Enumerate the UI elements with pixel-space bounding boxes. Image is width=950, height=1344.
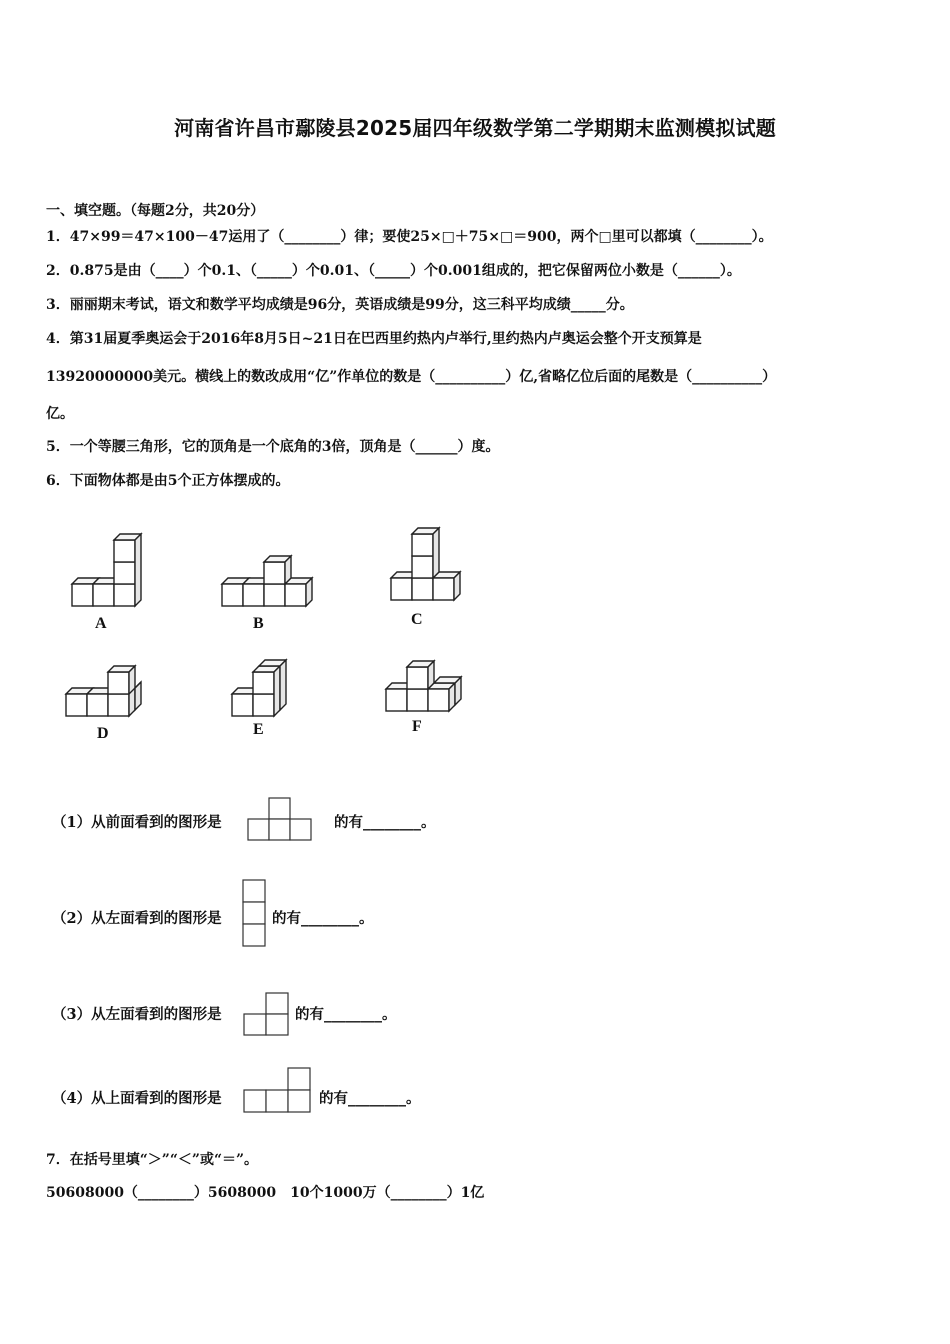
question-4-line-1: 4．第31届夏季奥运会于2016年8月5日~21日在巴西里约热内卢举行,里约热内卢奥运会整个开支预算是: [46, 331, 702, 347]
left-view-l-shape-icon: [244, 992, 292, 1038]
sub-question-2-answer: 的有________。: [272, 910, 374, 927]
question-3: 3．丽丽期末考试，语文和数学平均成绩是96分，英语成绩是99分，这三科平均成绩_____分。: [46, 297, 634, 313]
figure-d-label: D: [97, 725, 109, 742]
figure-e-cubes: [228, 656, 308, 720]
front-view-shape-icon: [248, 796, 318, 842]
sub-question-4-prefix: （4）从上面看到的图形是: [52, 1090, 222, 1107]
top-view-shape-icon: [244, 1067, 316, 1115]
section-heading: 一、填空题。（每题2分，共20分）: [46, 203, 265, 219]
question-6: 6．下面物体都是由5个正方体摆成的。: [46, 473, 290, 489]
figure-b-cubes: [216, 552, 326, 612]
page-title: 河南省许昌市鄢陵县2025届四年级数学第二学期期末监测模拟试题: [174, 116, 776, 140]
sub-question-1-answer: 的有________。: [334, 814, 436, 831]
sub-question-2-prefix: （2）从左面看到的图形是: [52, 910, 222, 927]
question-7: 7．在括号里填“＞”“＜”或“＝”。: [46, 1152, 259, 1168]
sub-question-1-prefix: （1）从前面看到的图形是: [52, 814, 222, 831]
figure-f-cubes: [382, 659, 482, 719]
question-5: 5．一个等腰三角形，它的顶角是一个底角的3倍，顶角是（______）度。: [46, 439, 500, 455]
figure-c-cubes: [386, 527, 476, 607]
left-view-column-icon: [242, 878, 270, 948]
figure-f-label: F: [412, 718, 422, 735]
question-1: 1．47×99＝47×100－47运用了（________）律；要使25×□＋75×□＝900，两个□里可以都填（________）。: [46, 229, 773, 245]
figure-e-label: E: [253, 721, 264, 738]
sub-question-3-answer: 的有________。: [295, 1006, 397, 1023]
question-4-line-3: 亿。: [46, 406, 74, 422]
figure-c-label: C: [411, 611, 423, 628]
figure-d-cubes: [60, 664, 160, 724]
question-2: 2．0.875是由（____）个0.1、（_____）个0.01、（_____）个0.001组成的，把它保留两位小数是（______）。: [46, 263, 741, 279]
sub-question-4-answer: 的有________。: [319, 1090, 421, 1107]
figure-a-cubes: [66, 532, 156, 612]
question-4-line-2: 13920000000美元。横线上的数改成用“亿”作单位的数是（__________）亿,省略亿位后面的尾数是（__________）: [46, 369, 777, 385]
figure-a-label: A: [95, 615, 107, 632]
question-7-items: 50608000（________）5608000 10个1000万（________）1亿: [46, 1185, 485, 1201]
figure-b-label: B: [253, 615, 264, 632]
sub-question-3-prefix: （3）从左面看到的图形是: [52, 1006, 222, 1023]
